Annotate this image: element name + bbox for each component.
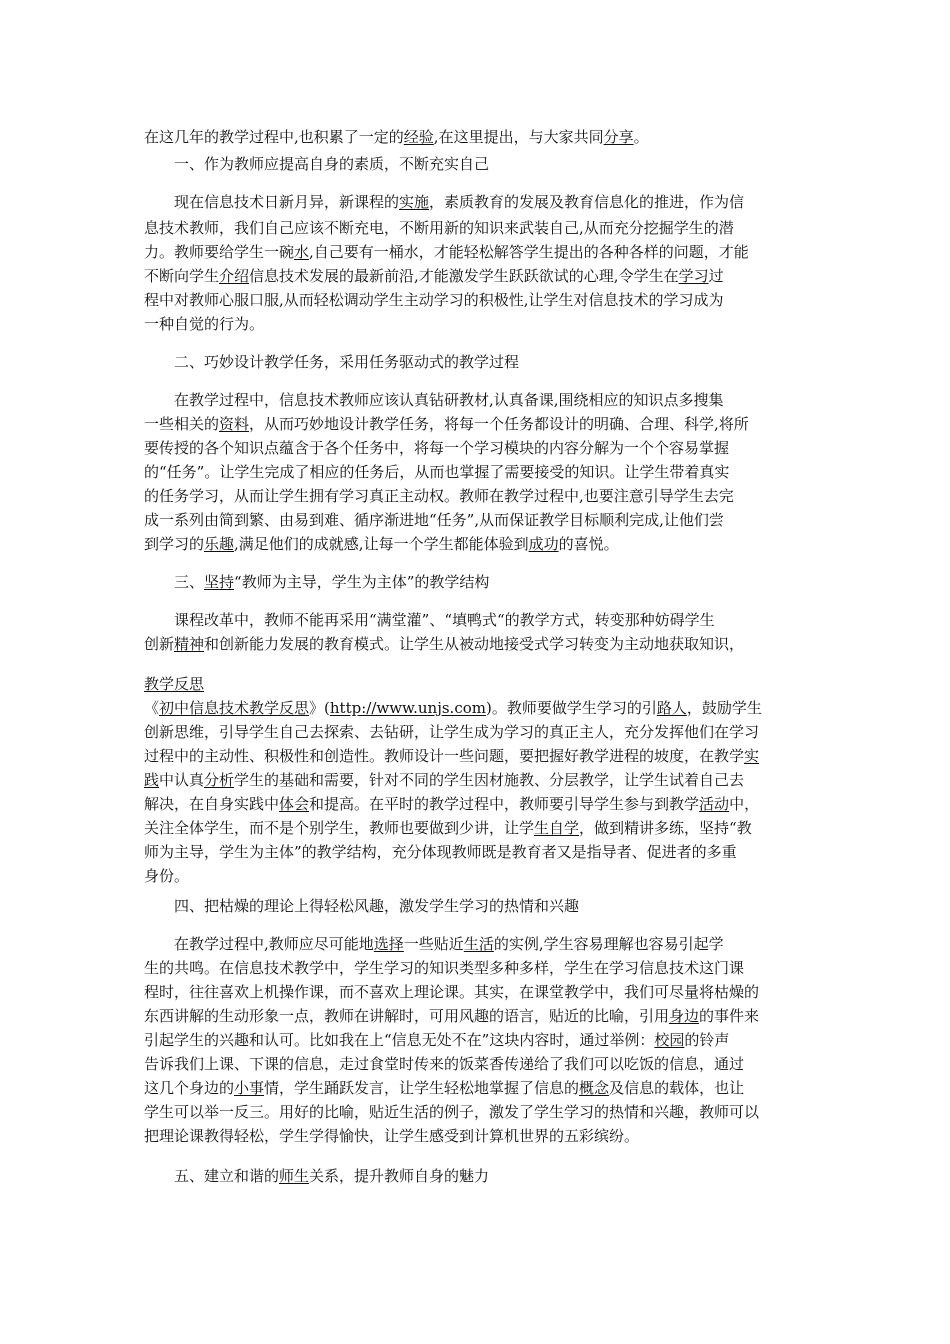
paragraph-line: 一种自觉的行为。 xyxy=(144,315,265,333)
paragraph-line: 引起学生的兴趣和认可。比如我在上“信息无处不在”这块内容时，通过举例：校园的铃声 xyxy=(144,1031,730,1049)
paragraph-line: 解决，在自身实践中体会和提高。在平时的教学过程中，教师要引导学生参与到教学活动中， xyxy=(144,795,760,813)
paragraph-line: 不断向学生介绍信息技术发展的最新前沿,才能激发学生跃跃欲试的心理,令学生在学习过 xyxy=(144,267,724,285)
paragraph-line: 在教学过程中,教师应尽可能地选择一些贴近生活的实例,学生容易理解也容易引起学 xyxy=(174,935,724,953)
paragraph-line: 践中认真分析学生的基础和需要，针对不同的学生因材施教、分层教学，让学生试着自己去 xyxy=(144,771,745,789)
paragraph-line: 生的共鸣。在信息技术教学中，学生学习的知识类型多种多样，学生在学习信息技术这门课 xyxy=(144,959,745,977)
paragraph-line: 东西讲解的生动形象一点，教师在讲解时，可用风趣的语言，贴近的比喻，引用身边的事件来 xyxy=(144,1007,760,1025)
paragraph-line: 程时，往往喜欢上机操作课，而不喜欢上理论课。其实，在课堂教学中，我们可尽量将枯燥的 xyxy=(144,983,760,1001)
reflection-link[interactable]: 教学反思 xyxy=(144,675,205,693)
paragraph-line: 力。教师要给学生一碗水,自己要有一桶水，才能轻松解答学生提出的各种各样的问题，才能 xyxy=(144,243,749,261)
section-heading-1: 一、作为教师应提高自身的素质，不断充实自己 xyxy=(174,155,490,173)
paragraph-line: 关注全体学生，而不是个别学生，教师也要做到少讲，让学生自学，做到精讲多练，坚持“教 xyxy=(144,819,752,837)
paragraph-line: 到学习的乐趣,满足他们的成就感,让每一个学生都能体验到成功的喜悦。 xyxy=(144,535,619,553)
section-heading-3: 三、坚持“教师为主导，学生为主体”的教学结构 xyxy=(174,573,490,591)
paragraph-line: 息技术教师，我们自己应该不断充电，不断用新的知识来武装自己,从而充分挖掘学生的潜 xyxy=(144,219,734,237)
paragraph-line: 的“任务”。让学生完成了相应的任务后，从而也掌握了需要接受的知识。让学生带着真实 xyxy=(144,463,730,481)
paragraph-line: 师为主导，学生为主体”的教学结构，充分体现教师既是教育者又是指导者、促进者的多重 xyxy=(144,843,737,861)
paragraph-line: 创新思维，引导学生自己去探索、去钻研，让学生成为学习的真正主人，充分发挥他们在学习 xyxy=(144,723,760,741)
section-heading-5: 五、建立和谐的师生关系，提升教师自身的魅力 xyxy=(174,1167,490,1185)
paragraph-line: 身份。 xyxy=(144,867,190,885)
paragraph-line: 告诉我们上课、下课的信息，走过食堂时传来的饭菜香传递给了我们可以吃饭的信息，通过 xyxy=(144,1055,745,1073)
paragraph-line: 成一系列由简到繁、由易到难、循序渐进地“任务”,从而保证教学目标顺利完成,让他们尝 xyxy=(144,511,724,529)
paragraph-line: 一些相关的资料，从而巧妙地设计教学任务，将每一个任务都设计的明确、合理、科学,将所 xyxy=(144,415,749,433)
paragraph-line: 把理论课教得轻松，学生学得愉快，让学生感受到计算机世界的五彩缤纷。 xyxy=(144,1127,640,1145)
intro-line: 在这几年的教学过程中,也积累了一定的经验,在这里提出，与大家共同分享。 xyxy=(144,128,649,146)
paragraph-line: 《初中信息技术教学反思》(http://www.unjs.com)。教师要做学生学习的引路人，鼓励学生 xyxy=(144,699,762,717)
paragraph-line: 现在信息技术日新月异，新课程的实施，素质教育的发展及教育信息化的推进，作为信 xyxy=(174,193,745,211)
paragraph-line: 学生可以举一反三。用好的比喻，贴近生活的例子，激发了学生学习的热情和兴趣，教师可以 xyxy=(144,1103,760,1121)
paragraph-line: 这几个身边的小事情，学生踊跃发言，让学生轻松地掌握了信息的概念及信息的载体，也让 xyxy=(144,1079,745,1097)
paragraph-line: 在教学过程中，信息技术教师应该认真钻研教材,认真备课,围绕相应的知识点多搜集 xyxy=(174,391,724,409)
section-heading-4: 四、把枯燥的理论上得轻松风趣，激发学生学习的热情和兴趣 xyxy=(174,897,580,915)
paragraph-line: 的任务学习，从而让学生拥有学习真正主动权。教师在教学过程中,也要注意引导学生去完 xyxy=(144,487,734,505)
paragraph-line: 要传授的各个知识点蕴含于各个任务中，将每一个学习模块的内容分解为一个个容易掌握 xyxy=(144,439,730,457)
paragraph-line: 课程改革中，教师不能再采用“满堂灌”、“填鸭式“的教学方式，转变那种妨碍学生 xyxy=(174,611,715,629)
paragraph-line: 过程中的主动性、积极性和创造性。教师设计一些问题，要把握好教学进程的坡度，在教学实 xyxy=(144,747,760,765)
paragraph-line: 创新精神和创新能力发展的教育模式。让学生从被动地接受式学习转变为主动地获取知识， xyxy=(144,635,745,653)
section-heading-2: 二、巧妙设计教学任务，采用任务驱动式的教学过程 xyxy=(174,353,520,371)
paragraph-line: 程中对教师心服口服,从而轻松调动学生主动学习的积极性,让学生对信息技术的学习成为 xyxy=(144,291,724,309)
